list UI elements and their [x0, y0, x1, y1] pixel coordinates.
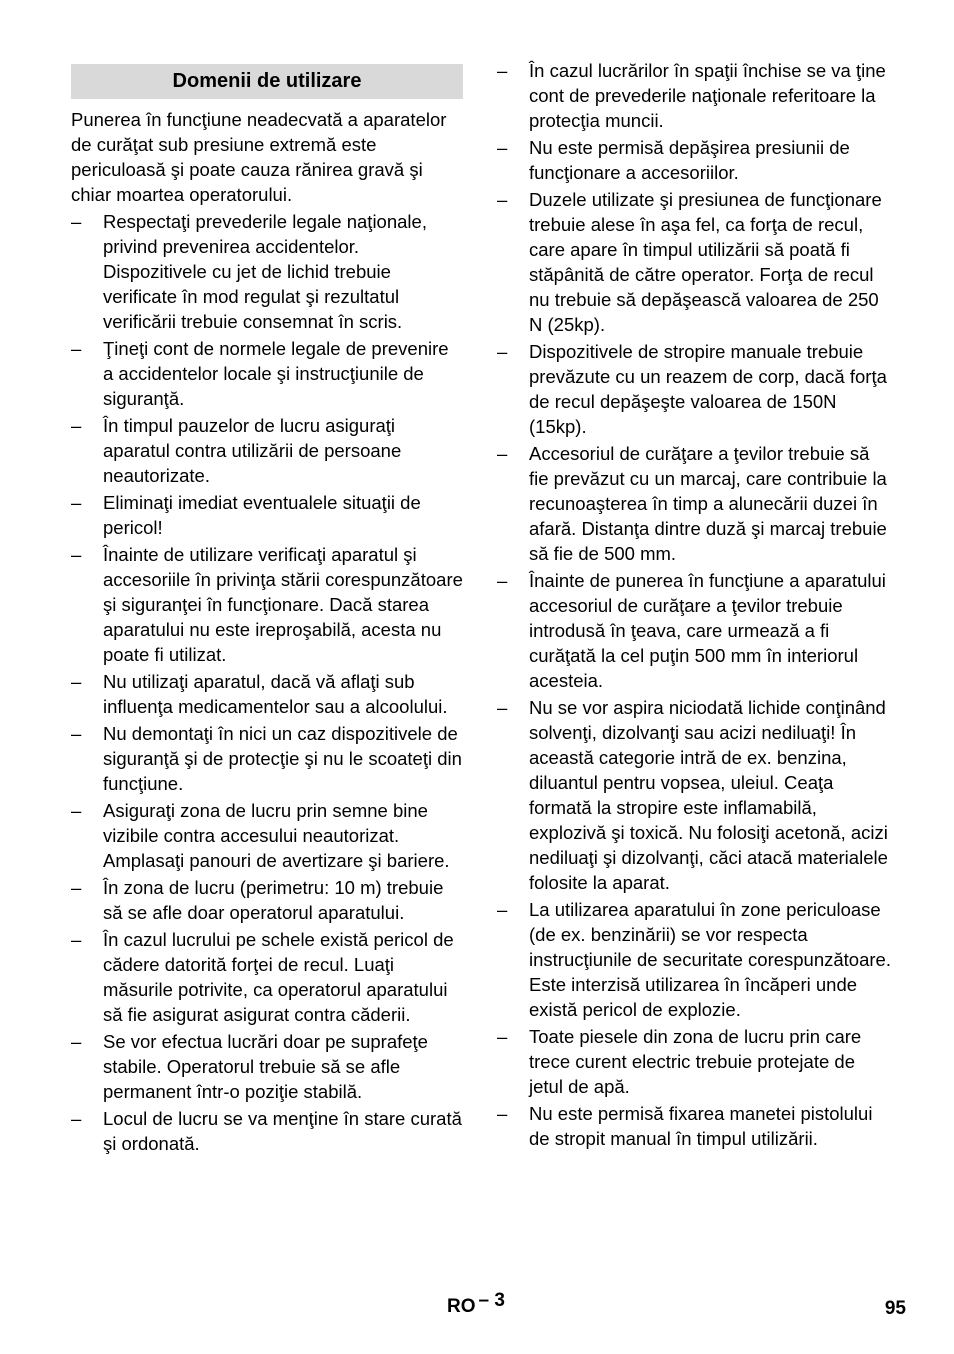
list-item	[497, 695, 892, 895]
list-item-text: Asiguraţi zona de lucru prin semne bine vizibile contra accesului neautorizat. Amplasaţi panouri de avertizare şi bariere.	[103, 800, 450, 871]
dash-bullet: –	[71, 1108, 82, 1129]
dash-bullet: –	[71, 800, 82, 821]
dash-bullet: –	[497, 189, 508, 210]
list-item	[497, 1101, 892, 1151]
dash-bullet: –	[497, 1026, 508, 1047]
dash-bullet: –	[71, 415, 82, 436]
footer-section-number: – 3	[478, 1290, 505, 1311]
list-item-text: Se vor efectua lucrări doar pe suprafeţe stabile. Operatorul trebuie să se afle permanent într-o poziţie stabilă.	[103, 1031, 428, 1102]
list-item	[71, 413, 463, 488]
list-item	[71, 336, 463, 411]
list-item	[71, 209, 463, 334]
dash-bullet: –	[497, 899, 508, 920]
section-heading: Domenii de utilizare	[71, 64, 463, 99]
dash-bullet: –	[71, 877, 82, 898]
list-item-text: Nu este permisă depăşirea presiunii de funcţionare a accesoriilor.	[529, 137, 850, 183]
dash-bullet: –	[71, 544, 82, 565]
right-column	[497, 58, 892, 1153]
list-item	[71, 669, 463, 719]
dash-bullet: –	[497, 60, 508, 81]
list-item-text: Nu este permisă fixarea manetei pistolului de stropit manual în timpul utilizării.	[529, 1103, 873, 1149]
list-item-text: Respectaţi prevederile legale naţionale, privind prevenirea accidentelor. Dispozitivele cu jet de lichid trebuie verificate în mod regulat şi rezultatul verificării trebuie consemnat în scris.	[103, 211, 427, 332]
list-item-text: În cazul lucrului pe schele există pericol de cădere datorită forţei de recul. Luaţi măsurile potrivite, ca operatorul aparatului să fie asigurat asigurat contra căderii.	[103, 929, 454, 1025]
list-item-text: Accesoriul de curăţare a ţevilor trebuie să fie prevăzut cu un marcaj, care contribuie la recunoaşterea în timp a alunecării duzei în afară. Distanţa dintre duză şi marcaj trebuie să fie de 500 mm.	[529, 443, 887, 564]
list-item-text: Înainte de punerea în funcţiune a aparatului accesoriul de curăţare a ţevilor trebuie introdusă în ţeava, care urmează a fi curăţată la cel puţin 500 mm în interiorul acesteia.	[529, 570, 886, 691]
list-item	[71, 490, 463, 540]
list-item	[497, 58, 892, 133]
list-item-text: Toate piesele din zona de lucru prin care trece curent electric trebuie protejate de jetul de apă.	[529, 1026, 862, 1097]
left-bullet-list	[71, 209, 463, 1156]
list-item	[71, 875, 463, 925]
list-item	[497, 187, 892, 337]
list-item	[497, 1024, 892, 1099]
list-item-text: Nu se vor aspira niciodată lichide conţinând solvenţi, dizolvanţi sau acizi nediluaţi! În această categorie intră de ex. benzina, diluantul pentru vopsea, uleiul. Ceaţa formată la stropire este inflamabilă, explozivă şi toxică. Nu folosiţi acetonă, acizi nediluaţi şi dizolvanţi, căci atacă materialele folosite la aparat.	[529, 697, 888, 893]
list-item	[497, 441, 892, 566]
list-item	[497, 568, 892, 693]
dash-bullet: –	[497, 570, 508, 591]
list-item	[497, 339, 892, 439]
list-item	[71, 1106, 463, 1156]
footer-page-number: 95	[884, 1298, 906, 1319]
dash-bullet: –	[71, 338, 82, 359]
list-item-text: Înainte de utilizare verificaţi aparatul şi accesoriile în privinţa stării corespunzătoare şi siguranţei în funcţionare. Dacă starea aparatului nu este ireproşabilă, acesta nu poate fi utilizat.	[103, 544, 463, 665]
list-item-text: Dispozitivele de stropire manuale trebuie prevăzute cu un reazem de corp, dacă forţa de recul depăşeşte valoarea de 150N (15kp).	[529, 341, 887, 437]
dash-bullet: –	[71, 929, 82, 950]
dash-bullet: –	[497, 443, 508, 464]
list-item-text: În zona de lucru (perimetru: 10 m) trebuie să se afle doar operatorul aparatului.	[103, 877, 444, 923]
list-item-text: Nu demontaţi în nici un caz dispozitivele de siguranţă şi de protecţie şi nu le scoateţi din funcţiune.	[103, 723, 462, 794]
dash-bullet: –	[497, 1103, 508, 1124]
list-item	[71, 542, 463, 667]
dash-bullet: –	[71, 671, 82, 692]
dash-bullet: –	[71, 211, 82, 232]
footer-language	[447, 1290, 505, 1318]
dash-bullet: –	[71, 492, 82, 513]
list-item	[71, 721, 463, 796]
list-item-text: La utilizarea aparatului în zone periculoase (de ex. benzinării) se vor respecta instrucţiunile de securitate corespunzătoare. Este interzisă utilizarea în încăperi unde există pericol de explozie.	[529, 899, 891, 1020]
dash-bullet: –	[497, 341, 508, 362]
list-item	[71, 927, 463, 1027]
list-item-text: În cazul lucrărilor în spaţii închise se va ţine cont de prevederile naţionale referitoare la protecţia muncii.	[529, 60, 886, 131]
dash-bullet: –	[71, 723, 82, 744]
list-item-text: Ţineţi cont de normele legale de prevenire a accidentelor locale şi instrucţiunile de siguranţă.	[103, 338, 449, 409]
list-item	[71, 1029, 463, 1104]
left-column	[71, 58, 463, 1158]
list-item-text: Locul de lucru se va menţine în stare curată şi ordonată.	[103, 1108, 462, 1154]
right-bullet-list	[497, 58, 892, 1151]
footer-language-code: RO	[447, 1296, 476, 1317]
list-item	[497, 135, 892, 185]
dash-bullet: –	[71, 1031, 82, 1052]
dash-bullet: –	[497, 697, 508, 718]
list-item	[71, 798, 463, 873]
list-item-text: Nu utilizaţi aparatul, dacă vă aflaţi sub influenţa medicamentelor sau a alcoolului.	[103, 671, 448, 717]
intro-paragraph: Punerea în funcţiune neadecvată a aparatelor de curăţat sub presiune extremă este periculoasă şi poate cauza rănirea gravă şi chiar moartea operatorului.	[71, 109, 447, 205]
list-item-text: Duzele utilizate şi presiunea de funcţionare trebuie alese în aşa fel, ca forţa de recul, care apare în timpul utilizării să poată fi stăpânită de către operator. Forţa de recul nu trebuie să depăşească valoarea de 250 N (25kp).	[529, 189, 882, 335]
dash-bullet: –	[497, 137, 508, 158]
list-item-text: În timpul pauzelor de lucru asiguraţi aparatul contra utilizării de persoane neautorizate.	[103, 415, 402, 486]
list-item	[497, 897, 892, 1022]
list-item-text: Eliminaţi imediat eventualele situaţii de pericol!	[103, 492, 421, 538]
